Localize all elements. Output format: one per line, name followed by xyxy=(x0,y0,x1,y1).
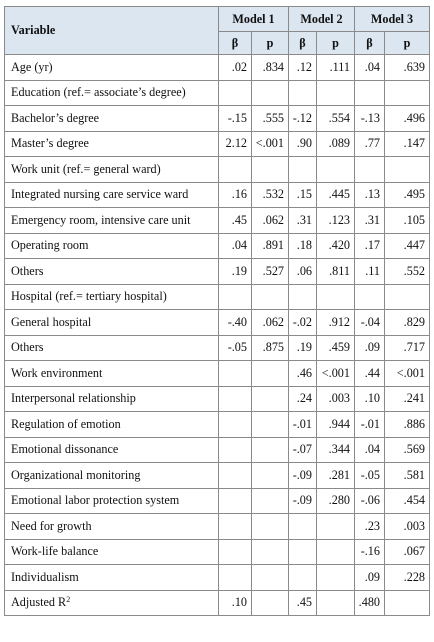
p-cell: .569 xyxy=(385,437,430,463)
p-cell xyxy=(385,80,430,106)
beta-cell xyxy=(219,488,252,514)
beta-cell: -.16 xyxy=(355,539,385,565)
beta-cell xyxy=(219,437,252,463)
p-cell: .532 xyxy=(252,182,289,208)
p-cell: .111 xyxy=(317,55,355,81)
p-cell: .062 xyxy=(252,310,289,336)
beta-cell: .16 xyxy=(219,182,252,208)
p-cell: .555 xyxy=(252,106,289,132)
beta-cell: .44 xyxy=(355,361,385,387)
row-label: Regulation of emotion xyxy=(5,412,219,438)
beta-cell xyxy=(219,514,252,540)
beta-cell: -.05 xyxy=(219,335,252,361)
beta-cell xyxy=(289,514,317,540)
row-label: Interpersonal relationship xyxy=(5,386,219,412)
p-cell xyxy=(317,539,355,565)
beta-cell: .10 xyxy=(355,386,385,412)
p-cell xyxy=(385,284,430,310)
p-cell xyxy=(252,565,289,591)
beta-cell: -.15 xyxy=(219,106,252,132)
beta-cell: -.09 xyxy=(289,488,317,514)
beta-cell: -.09 xyxy=(289,463,317,489)
p-cell xyxy=(252,437,289,463)
p-cell: .454 xyxy=(385,488,430,514)
table-row xyxy=(5,412,430,438)
beta-cell: .31 xyxy=(355,208,385,234)
row-label: Education (ref.= associate’s degree) xyxy=(5,80,219,106)
p-cell: .554 xyxy=(317,106,355,132)
row-label: Integrated nursing care service ward xyxy=(5,182,219,208)
beta-cell: .09 xyxy=(355,335,385,361)
model-3-header: Model 3 xyxy=(355,7,430,32)
p-header: p xyxy=(252,32,289,55)
beta-cell: -.04 xyxy=(355,310,385,336)
p-cell: .003 xyxy=(385,514,430,540)
beta-cell xyxy=(289,539,317,565)
beta-cell: .90 xyxy=(289,131,317,157)
table-row xyxy=(5,106,430,132)
beta-cell xyxy=(289,157,317,183)
beta-cell xyxy=(219,80,252,106)
empty-cell xyxy=(317,590,355,616)
beta-cell: .18 xyxy=(289,233,317,259)
table-row xyxy=(5,437,430,463)
table-row xyxy=(5,80,430,106)
p-header: p xyxy=(385,32,430,55)
beta-header: β xyxy=(289,32,317,55)
beta-header: β xyxy=(355,32,385,55)
p-header: p xyxy=(317,32,355,55)
p-cell xyxy=(317,157,355,183)
beta-cell xyxy=(355,157,385,183)
beta-header: β xyxy=(219,32,252,55)
p-cell: .639 xyxy=(385,55,430,81)
table-row xyxy=(5,488,430,514)
row-label: Others xyxy=(5,259,219,285)
p-cell: .552 xyxy=(385,259,430,285)
adjusted-r2-label xyxy=(5,590,219,616)
p-cell: .089 xyxy=(317,131,355,157)
p-cell: .228 xyxy=(385,565,430,591)
beta-cell xyxy=(289,284,317,310)
p-cell: .527 xyxy=(252,259,289,285)
beta-cell xyxy=(219,386,252,412)
beta-cell: .06 xyxy=(289,259,317,285)
beta-cell: -.13 xyxy=(355,106,385,132)
beta-cell: .24 xyxy=(289,386,317,412)
p-cell: .834 xyxy=(252,55,289,81)
beta-cell: -.05 xyxy=(355,463,385,489)
variable-header: Variable xyxy=(5,7,219,55)
beta-cell xyxy=(219,463,252,489)
adjusted-r2-row xyxy=(5,590,430,616)
beta-cell: .46 xyxy=(289,361,317,387)
table-row xyxy=(5,259,430,285)
beta-cell: .13 xyxy=(355,182,385,208)
beta-cell: .11 xyxy=(355,259,385,285)
p-cell: .495 xyxy=(385,182,430,208)
row-label: Emergency room, intensive care unit xyxy=(5,208,219,234)
row-label: Hospital (ref.= tertiary hospital) xyxy=(5,284,219,310)
p-cell: .067 xyxy=(385,539,430,565)
regression-table xyxy=(4,6,430,616)
p-cell xyxy=(252,514,289,540)
beta-cell: -.40 xyxy=(219,310,252,336)
p-cell: .944 xyxy=(317,412,355,438)
row-label: Need for growth xyxy=(5,514,219,540)
adjusted-r2-value: .45 xyxy=(289,590,317,616)
p-cell: .912 xyxy=(317,310,355,336)
p-cell: .829 xyxy=(385,310,430,336)
p-cell xyxy=(385,157,430,183)
p-cell: .003 xyxy=(317,386,355,412)
p-cell xyxy=(252,386,289,412)
beta-cell: .02 xyxy=(219,55,252,81)
table-row xyxy=(5,157,430,183)
table-row xyxy=(5,131,430,157)
p-cell: .717 xyxy=(385,335,430,361)
p-cell: .420 xyxy=(317,233,355,259)
p-cell xyxy=(317,565,355,591)
row-label: Work-life balance xyxy=(5,539,219,565)
row-label: Age (yr) xyxy=(5,55,219,81)
beta-cell: -.01 xyxy=(355,412,385,438)
beta-cell xyxy=(219,539,252,565)
row-label: Emotional dissonance xyxy=(5,437,219,463)
table-row xyxy=(5,55,430,81)
table-row xyxy=(5,208,430,234)
p-cell: .062 xyxy=(252,208,289,234)
beta-cell: .04 xyxy=(219,233,252,259)
beta-cell: .09 xyxy=(355,565,385,591)
beta-cell: 2.12 xyxy=(219,131,252,157)
table-row xyxy=(5,233,430,259)
table-row xyxy=(5,565,430,591)
p-cell: .241 xyxy=(385,386,430,412)
beta-cell: .12 xyxy=(289,55,317,81)
empty-cell xyxy=(385,590,430,616)
p-cell: .886 xyxy=(385,412,430,438)
beta-cell: .17 xyxy=(355,233,385,259)
beta-cell: -.06 xyxy=(355,488,385,514)
table-row xyxy=(5,386,430,412)
p-cell: .147 xyxy=(385,131,430,157)
row-label: Individualism xyxy=(5,565,219,591)
p-cell: .496 xyxy=(385,106,430,132)
row-label: Work unit (ref.= general ward) xyxy=(5,157,219,183)
p-cell xyxy=(252,80,289,106)
table-body xyxy=(5,55,430,616)
adjusted-r2-superscript: 2 xyxy=(66,595,71,605)
table-row xyxy=(5,284,430,310)
p-cell xyxy=(317,80,355,106)
p-cell: .281 xyxy=(317,463,355,489)
p-cell: .280 xyxy=(317,488,355,514)
p-cell: .445 xyxy=(317,182,355,208)
beta-cell xyxy=(219,284,252,310)
table-row xyxy=(5,182,430,208)
beta-cell xyxy=(355,284,385,310)
p-cell: .875 xyxy=(252,335,289,361)
beta-cell: .19 xyxy=(219,259,252,285)
row-label: Work environment xyxy=(5,361,219,387)
adjusted-r2-value: .10 xyxy=(219,590,252,616)
beta-cell xyxy=(355,80,385,106)
p-cell: .811 xyxy=(317,259,355,285)
adjusted-r2-text: Adjusted R xyxy=(11,595,67,610)
p-cell xyxy=(252,488,289,514)
beta-cell: .77 xyxy=(355,131,385,157)
table-row xyxy=(5,514,430,540)
beta-cell: .31 xyxy=(289,208,317,234)
p-cell xyxy=(252,412,289,438)
beta-cell xyxy=(219,565,252,591)
model-1-header: Model 1 xyxy=(219,7,289,32)
beta-cell xyxy=(289,565,317,591)
row-label: Operating room xyxy=(5,233,219,259)
p-cell xyxy=(252,539,289,565)
beta-cell xyxy=(219,412,252,438)
table-row xyxy=(5,310,430,336)
beta-cell xyxy=(219,361,252,387)
adjusted-r2-value: .480 xyxy=(355,590,385,616)
p-cell xyxy=(252,361,289,387)
table-row xyxy=(5,361,430,387)
p-cell: .447 xyxy=(385,233,430,259)
table-row xyxy=(5,463,430,489)
row-label: Emotional labor protection system xyxy=(5,488,219,514)
beta-cell: -.02 xyxy=(289,310,317,336)
p-cell: .891 xyxy=(252,233,289,259)
row-label: Organizational monitoring xyxy=(5,463,219,489)
model-2-header: Model 2 xyxy=(289,7,355,32)
p-cell: .105 xyxy=(385,208,430,234)
table-row xyxy=(5,539,430,565)
p-cell: .581 xyxy=(385,463,430,489)
beta-cell: .04 xyxy=(355,437,385,463)
p-cell: .344 xyxy=(317,437,355,463)
p-cell: <.001 xyxy=(385,361,430,387)
beta-cell: -.07 xyxy=(289,437,317,463)
p-cell xyxy=(317,284,355,310)
beta-cell: .15 xyxy=(289,182,317,208)
table-header xyxy=(5,7,430,55)
p-cell xyxy=(252,157,289,183)
row-label: General hospital xyxy=(5,310,219,336)
p-cell xyxy=(317,514,355,540)
beta-cell: -.01 xyxy=(289,412,317,438)
beta-cell: .45 xyxy=(219,208,252,234)
beta-cell xyxy=(219,157,252,183)
p-cell: <.001 xyxy=(252,131,289,157)
table-row xyxy=(5,335,430,361)
beta-cell: -.12 xyxy=(289,106,317,132)
p-cell: .123 xyxy=(317,208,355,234)
beta-cell: .23 xyxy=(355,514,385,540)
empty-cell xyxy=(252,590,289,616)
p-cell xyxy=(252,463,289,489)
p-cell: .459 xyxy=(317,335,355,361)
beta-cell: .19 xyxy=(289,335,317,361)
beta-cell: .04 xyxy=(355,55,385,81)
beta-cell xyxy=(289,80,317,106)
row-label: Others xyxy=(5,335,219,361)
p-cell xyxy=(252,284,289,310)
row-label: Master’s degree xyxy=(5,131,219,157)
p-cell: <.001 xyxy=(317,361,355,387)
row-label: Bachelor’s degree xyxy=(5,106,219,132)
